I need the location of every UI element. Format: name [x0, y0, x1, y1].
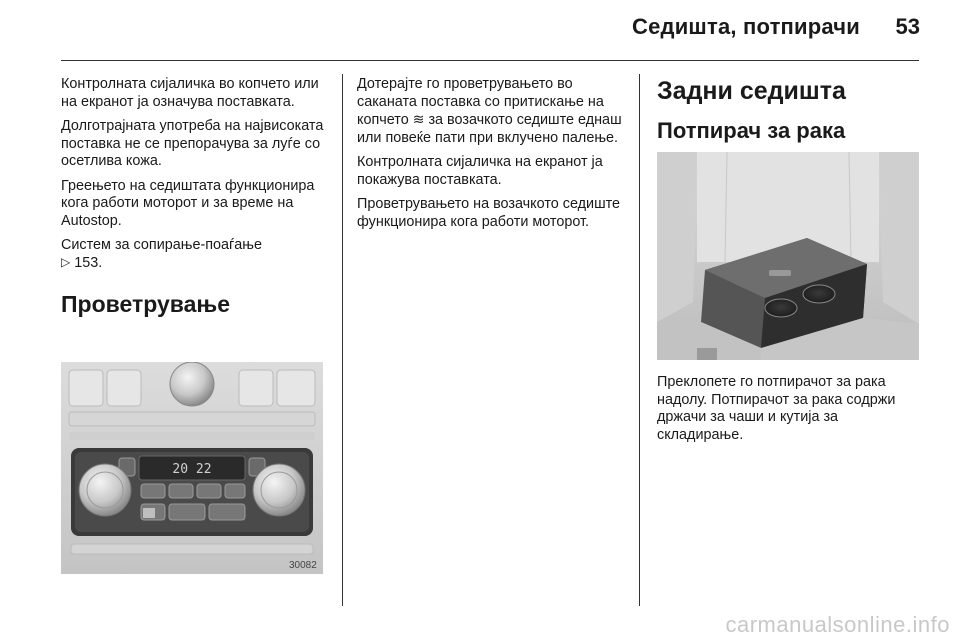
armrest-figure: [657, 152, 919, 360]
paragraph-indicator: Контролната сијаличка во копчето или на екранот ја означува поставката.: [61, 76, 319, 110]
column-divider-left: [342, 74, 343, 606]
column-3: [657, 76, 922, 154]
stop-start-text: Систем за сопирање-поаѓање: [61, 237, 262, 253]
header-rule: [61, 60, 919, 61]
section-heading-rear-seats: Задни седишта: [657, 77, 846, 105]
section-heading-ventilation: Проветрување: [61, 291, 231, 317]
subheading-armrest: Потпирач за рака: [657, 118, 846, 143]
panel-display-value: 20 22: [172, 462, 212, 477]
column-divider-right: [639, 74, 640, 606]
page-ref-link[interactable]: 153.: [74, 254, 103, 271]
paragraph-armrest: Преклопете го потпирачот за рака надолу. Потпирачот за рака содржи држачи за чаши и кутија за складирање.: [657, 374, 896, 443]
climate-panel-figure: [61, 362, 323, 574]
column-2: [357, 76, 629, 238]
watermark: carmanualsonline.info: [725, 612, 950, 637]
paragraph-warning: Долготрајната употреба на највисоката поставка не се препорачува за луѓе со осетлива кожа.: [61, 118, 324, 169]
page-number: 53: [895, 14, 920, 39]
climate-panel-illustration: [61, 362, 323, 574]
paragraph-indicator-display: Контролната сијаличка на екранот ја покажува поставката.: [357, 154, 603, 188]
seat-ventilation-icon: ≋: [412, 111, 425, 127]
paragraph-heating-function: Греењето на седиштата функционира кога работи моторот и за време на Autostop.: [61, 177, 315, 229]
column-3-body: [657, 374, 922, 451]
figure-number: 30082: [289, 560, 317, 571]
ventilation-adjust-text-b: за возачкото седиште еднаш или повеќе пати при вклучено палење.: [357, 112, 622, 146]
paragraph-stop-start: [61, 237, 336, 272]
armrest-illustration: [657, 152, 919, 360]
ventilation-adjust-text-a: Дотерајте го проветрувањето во саканата поставка со притискање на копчето: [357, 76, 604, 128]
paragraph-ventilation-function: Проветрувањето на возачкото седиште функционира кога работи моторот.: [357, 196, 621, 230]
page-header-title: Седишта, потпирачи: [632, 14, 860, 39]
paragraph-ventilation-adjust: [357, 76, 629, 147]
column-1: [61, 76, 336, 330]
page-ref-arrow-icon: ▷: [61, 254, 71, 269]
